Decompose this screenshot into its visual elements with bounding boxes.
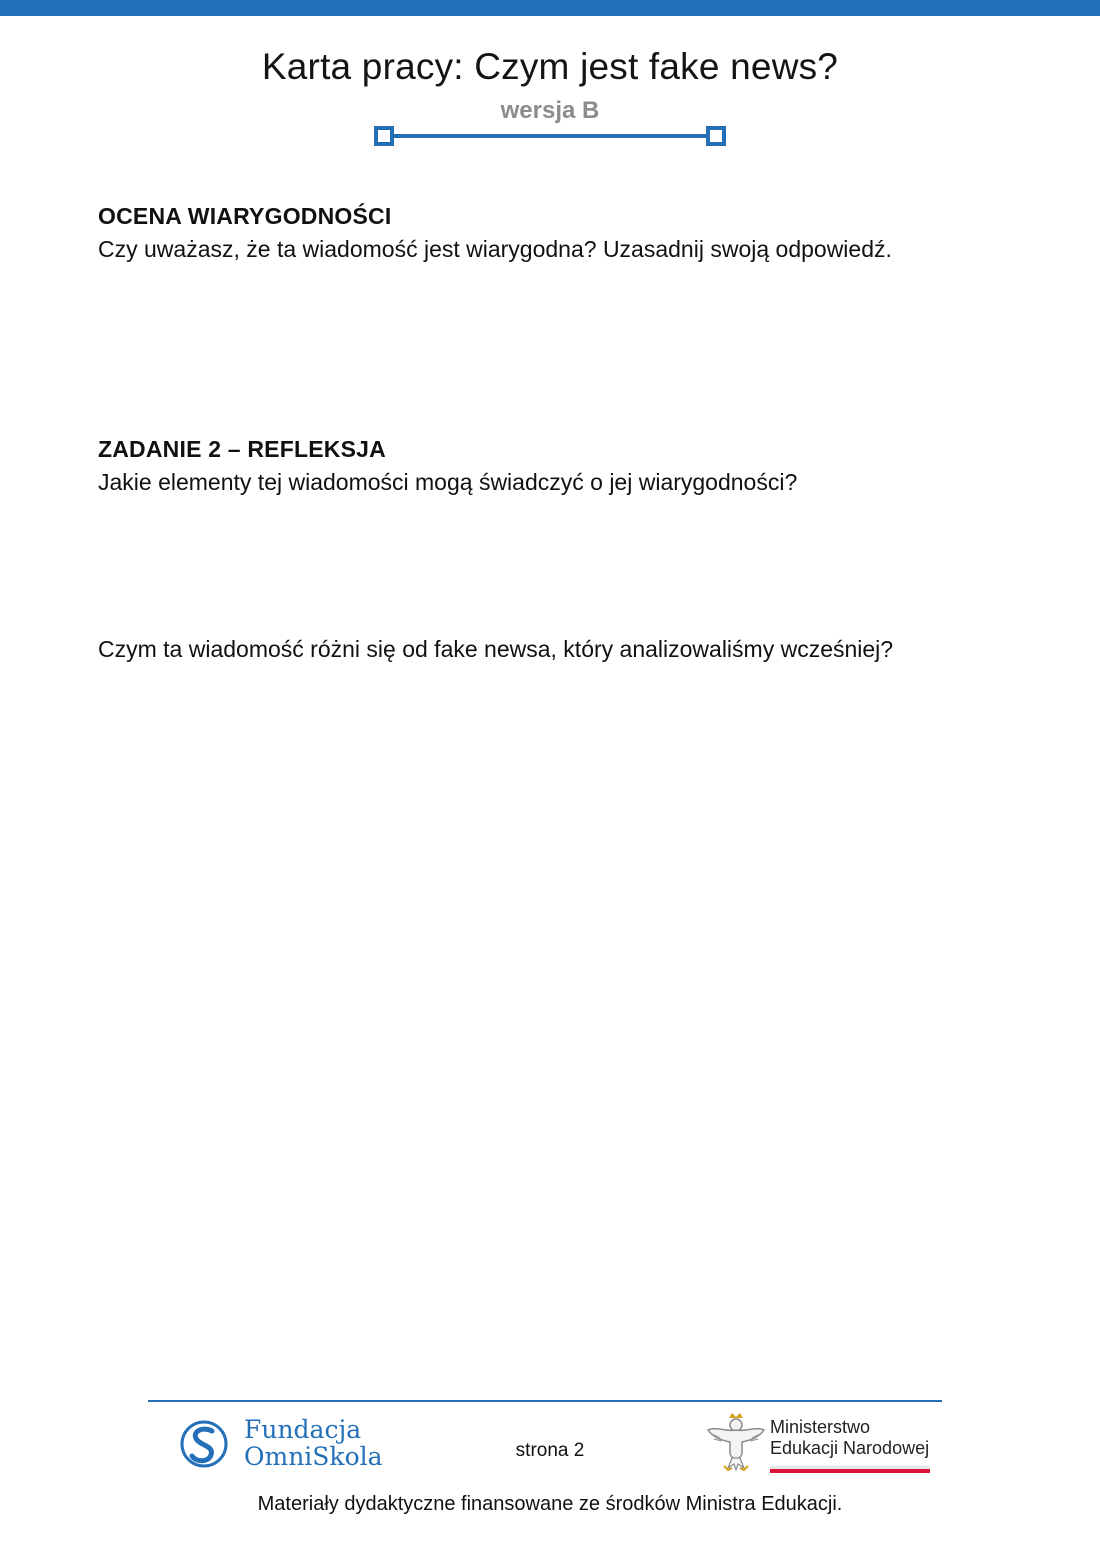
- title-underline-decoration: [372, 124, 728, 148]
- question-difference-fake-news: Czym ta wiadomość różni się od fake newsa, który analizowaliśmy wcześniej?: [98, 636, 894, 662]
- ministerstwo-line-1: Ministerstwo: [770, 1417, 871, 1437]
- funding-note: Materiały dydaktyczne finansowane ze środków Ministra Edukacji.: [257, 1493, 843, 1515]
- question-credibility: Czy uważasz, że ta wiadomość jest wiarygodna? Uzasadnij swoją odpowiedź.: [98, 236, 892, 262]
- polish-eagle-emblem-icon: [706, 1412, 766, 1474]
- ministerstwo-wordmark: [770, 1417, 929, 1459]
- section-heading-credibility: OCENA WIARYGODNOŚCI: [98, 203, 392, 229]
- version-subtitle: wersja B: [500, 97, 600, 124]
- ministerstwo-edukacji-logo: [706, 1412, 936, 1476]
- top-accent-bar: [0, 0, 1100, 16]
- omniskola-line-1: Fundacja: [244, 1415, 362, 1444]
- omniskola-line-2: OmniSkola: [244, 1442, 383, 1471]
- page-title: Karta pracy: Czym jest fake news?: [261, 46, 839, 87]
- question-credibility-elements: Jakie elementy tej wiadomości mogą świadczyć o jej wiarygodności?: [98, 469, 798, 495]
- page-number: strona 2: [515, 1440, 585, 1461]
- polish-flag-stripe: [770, 1466, 930, 1474]
- footer-divider: [148, 1400, 942, 1402]
- section-heading-reflection: ZADANIE 2 – REFLEKSJA: [98, 436, 386, 462]
- ministerstwo-line-2: Edukacji Narodowej: [770, 1438, 930, 1458]
